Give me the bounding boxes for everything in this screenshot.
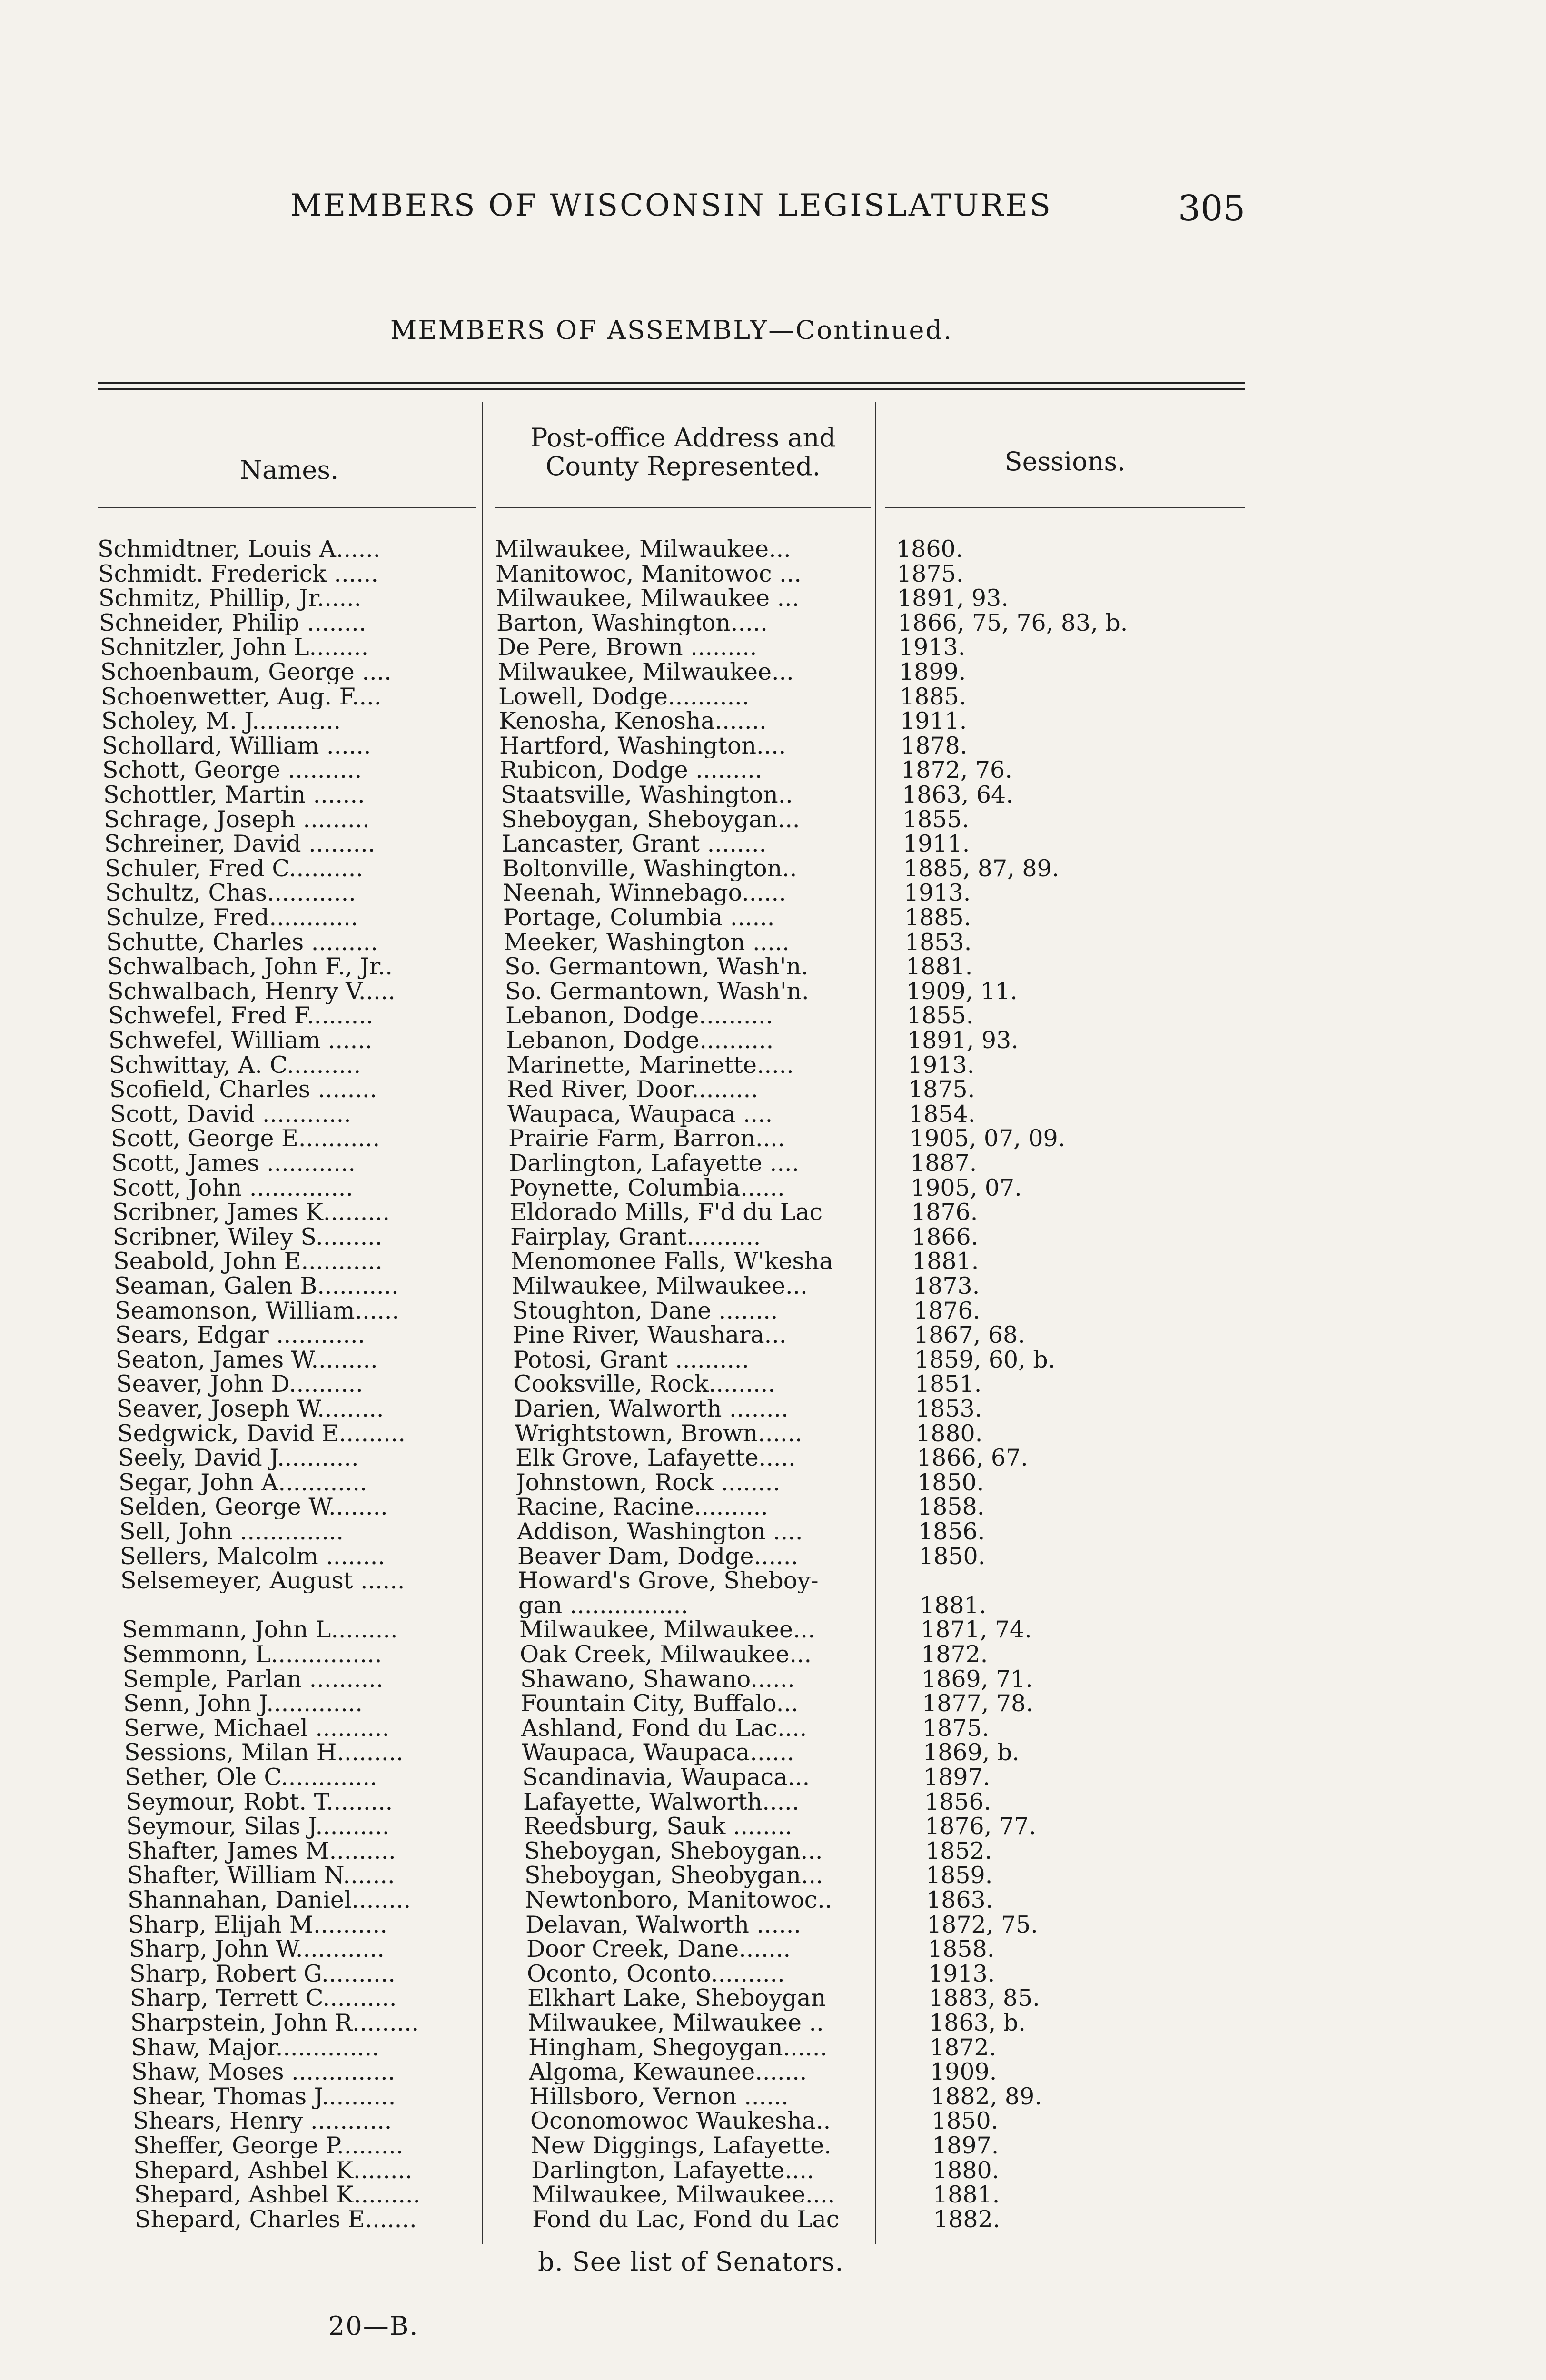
member-sessions: 1909. xyxy=(930,2058,997,2086)
page-header-title: MEMBERS OF WISCONSIN LEGISLATURES xyxy=(290,188,1052,223)
member-name: Schultz, Chas............ xyxy=(105,881,356,906)
member-name: Selsemeyer, August ...... xyxy=(120,1568,405,1594)
member-address: New Diggings, Lafayette. xyxy=(531,2133,832,2158)
member-name: Schwalbach, John F., Jr.. xyxy=(107,954,393,980)
member-name: Scribner, James K......... xyxy=(112,1200,390,1225)
member-name: Sellers, Malcolm ........ xyxy=(120,1544,385,1569)
member-address: So. Germantown, Wash'n. xyxy=(505,979,809,1004)
member-address: Meeker, Washington ..... xyxy=(504,930,790,955)
member-sessions: 1897. xyxy=(932,2132,999,2159)
member-address: Red River, Door......... xyxy=(507,1077,758,1102)
member-address: Oconomowoc Waukesha.. xyxy=(530,2109,831,2134)
member-name: Seaver, John D.......... xyxy=(116,1372,363,1397)
member-sessions: 1877, 78. xyxy=(922,1690,1033,1717)
member-name: Shepard, Charles E....... xyxy=(135,2207,417,2232)
member-sessions: 1858. xyxy=(928,1935,995,1963)
header-rule-names xyxy=(98,507,476,508)
member-address: Door Creek, Dane....... xyxy=(526,1937,791,1962)
member-address: Elkhart Lake, Sheboygan xyxy=(527,1986,826,2011)
member-name: Segar, John A............ xyxy=(119,1470,367,1495)
member-address: Pine River, Waushara... xyxy=(513,1323,787,1348)
member-address: Fairplay, Grant.......... xyxy=(510,1224,761,1250)
member-sessions: 1891, 93. xyxy=(897,585,1009,612)
member-name: Shannahan, Daniel........ xyxy=(128,1888,411,1913)
member-sessions: 1863. xyxy=(926,1886,993,1914)
member-sessions: 1866. xyxy=(912,1223,979,1250)
member-address: Milwaukee, Milwaukee... xyxy=(512,1274,808,1299)
member-sessions: 1885. xyxy=(900,683,967,710)
member-sessions: 1875. xyxy=(897,560,964,587)
member-address: Menomonee Falls, W'kesha xyxy=(511,1249,833,1274)
member-name: Seamonson, William...... xyxy=(115,1298,399,1323)
member-sessions: 1883, 85. xyxy=(929,1984,1040,2012)
member-address: Algoma, Kewaunee....... xyxy=(529,2060,807,2085)
member-name: Sharp, John W............ xyxy=(129,1937,385,1962)
column-header-address-line1: Post-office Address and xyxy=(530,423,836,453)
header-rule-address xyxy=(495,507,871,508)
member-sessions: 1867, 68. xyxy=(914,1321,1025,1349)
member-name: Sheffer, George P......... xyxy=(133,2133,404,2158)
member-address: Neenah, Winnebago...... xyxy=(503,881,786,906)
member-address: Hartford, Washington.... xyxy=(499,733,786,758)
column-header-sessions: Sessions. xyxy=(1004,446,1126,476)
member-address: Johnstown, Rock ........ xyxy=(516,1470,780,1495)
member-address: Sheboygan, Sheobygan... xyxy=(525,1863,823,1888)
member-name: Semmonn, L............... xyxy=(122,1642,382,1667)
member-sessions: 1881. xyxy=(933,2181,1000,2209)
member-name: Seaver, Joseph W......... xyxy=(117,1397,384,1421)
member-address: De Pere, Brown ......... xyxy=(497,635,757,660)
member-name: Scott, John .............. xyxy=(112,1175,353,1200)
member-name: Shafter, William N....... xyxy=(127,1863,395,1888)
member-name: Seaton, James W......... xyxy=(116,1347,378,1372)
member-address: Fond du Lac, Fond du Lac xyxy=(532,2207,840,2232)
member-address: Milwaukee, Milwaukee .. xyxy=(528,2011,824,2035)
member-address: Waupaca, Waupaca...... xyxy=(522,1740,794,1765)
member-sessions: 1878. xyxy=(901,732,968,759)
member-name: Shepard, Ashbel K......... xyxy=(134,2182,421,2208)
member-name: Schmitz, Phillip, Jr...... xyxy=(99,586,362,611)
member-sessions: 1858. xyxy=(918,1493,985,1521)
member-address: Oconto, Oconto.......... xyxy=(527,1961,785,1986)
member-sessions: 1872. xyxy=(930,2033,997,2061)
member-sessions: 1875. xyxy=(908,1076,975,1103)
member-address: gan ................ xyxy=(518,1593,688,1618)
member-address: Darien, Walworth ........ xyxy=(514,1397,789,1421)
member-sessions: 1856. xyxy=(918,1518,985,1545)
member-sessions: 1876. xyxy=(911,1199,978,1226)
member-address: Addison, Washington .... xyxy=(517,1519,803,1544)
member-name: Scott, George E........... xyxy=(111,1126,380,1151)
column-header-address-line2: County Represented. xyxy=(545,451,821,481)
member-sessions: 1882. xyxy=(933,2205,1001,2233)
member-sessions: 1876. xyxy=(913,1297,981,1324)
member-sessions: 1913. xyxy=(928,1960,995,1987)
member-address: Milwaukee, Milwaukee... xyxy=(498,660,794,684)
member-sessions: 1863, b. xyxy=(929,2009,1026,2036)
member-name: Schmidtner, Louis A...... xyxy=(98,537,381,562)
member-sessions: 1905, 07, 09. xyxy=(910,1125,1066,1152)
member-address: Wrightstown, Brown...... xyxy=(515,1421,803,1446)
member-address: Lebanon, Dodge.......... xyxy=(506,1028,774,1053)
member-name: Shaw, Major.............. xyxy=(131,2035,379,2060)
member-address: Delavan, Walworth ...... xyxy=(525,1912,801,1937)
member-address: Scandinavia, Waupaca... xyxy=(522,1765,810,1790)
member-name: Serwe, Michael .......... xyxy=(124,1716,390,1741)
member-name: Shears, Henry ........... xyxy=(133,2109,392,2134)
member-sessions: 1855. xyxy=(902,805,970,833)
member-sessions: 1876, 77. xyxy=(925,1813,1036,1840)
member-name: Schwefel, William ...... xyxy=(109,1028,373,1053)
member-name: Sedgwick, David E......... xyxy=(117,1421,406,1446)
member-name: Schwalbach, Henry V..... xyxy=(108,979,396,1004)
member-sessions: 1853. xyxy=(915,1395,982,1422)
member-name: Schreiner, David ......... xyxy=(104,832,376,857)
member-sessions: 1882, 89. xyxy=(931,2082,1042,2110)
member-sessions: 1850. xyxy=(932,2107,999,2135)
member-sessions: 1913. xyxy=(904,879,971,907)
member-sessions: 1866, 67. xyxy=(917,1444,1028,1472)
member-name: Sharp, Robert G.......... xyxy=(129,1961,396,1986)
member-name: Schulze, Fred............ xyxy=(106,905,358,930)
member-address: Stoughton, Dane ........ xyxy=(512,1298,778,1323)
member-sessions: 1909, 11. xyxy=(906,977,1018,1005)
member-sessions: 1885. xyxy=(904,904,971,931)
member-name: Scofield, Charles ........ xyxy=(109,1077,377,1102)
member-address: Fountain City, Buffalo... xyxy=(521,1691,799,1716)
member-name: Scott, David ............ xyxy=(110,1101,351,1127)
member-name: Sether, Ole C............. xyxy=(125,1765,377,1790)
member-address: Portage, Columbia ...... xyxy=(503,905,775,930)
member-name: Schwefel, Fred F......... xyxy=(108,1003,374,1029)
member-name: Scribner, Wiley S......... xyxy=(113,1224,383,1250)
member-name: Schutte, Charles ......... xyxy=(106,930,378,955)
member-sessions: 1859, 60, b. xyxy=(914,1346,1056,1373)
member-name: Schmidt. Frederick ...... xyxy=(98,561,378,586)
member-name: Shear, Thomas J.......... xyxy=(132,2084,396,2109)
member-sessions: 1860. xyxy=(896,536,963,563)
member-address: Reedsburg, Sauk ........ xyxy=(524,1814,793,1839)
member-name: Schoenbaum, George .... xyxy=(100,660,392,684)
member-name: Sharp, Elijah M.......... xyxy=(128,1912,387,1937)
member-address: Elk Grove, Lafayette..... xyxy=(515,1446,796,1471)
footnote: b. See list of Senators. xyxy=(538,2247,844,2277)
member-sessions: 1854. xyxy=(909,1100,976,1128)
member-sessions: 1887. xyxy=(910,1150,977,1177)
member-name: Schott, George .......... xyxy=(102,758,362,783)
member-sessions: 1897. xyxy=(923,1764,991,1791)
signature-mark: 20—B. xyxy=(328,2311,419,2341)
member-sessions: 1881. xyxy=(906,953,973,981)
member-address: Beaver Dam, Dodge...... xyxy=(517,1544,798,1569)
section-subtitle: MEMBERS OF ASSEMBLY—Continued. xyxy=(390,315,953,345)
member-address: Lancaster, Grant ........ xyxy=(502,832,767,857)
member-address: Poynette, Columbia...... xyxy=(509,1175,785,1200)
member-name: Seabold, John E........... xyxy=(113,1249,383,1274)
member-sessions: 1866, 75, 76, 83, b. xyxy=(898,609,1128,636)
member-name: Shaw, Moses .............. xyxy=(131,2060,396,2085)
member-sessions: 1863, 64. xyxy=(902,781,1013,808)
page-number: 305 xyxy=(1178,188,1246,229)
member-name: Schwittay, A. C.......... xyxy=(109,1052,361,1078)
member-sessions: 1869, 71. xyxy=(922,1665,1033,1693)
member-address: Newtonboro, Manitowoc.. xyxy=(525,1888,832,1913)
member-sessions: 1913. xyxy=(908,1051,975,1079)
member-sessions: 1881. xyxy=(920,1591,987,1619)
member-name: Selden, George W........ xyxy=(119,1495,388,1520)
member-sessions: 1891, 93. xyxy=(907,1027,1019,1054)
column-header-address xyxy=(495,424,871,481)
member-sessions: 1905, 07. xyxy=(911,1174,1022,1201)
top-double-rule-lower xyxy=(98,388,1245,390)
member-address: Milwaukee, Milwaukee... xyxy=(495,537,791,562)
member-address: Boltonville, Washington.. xyxy=(502,856,797,881)
member-sessions: 1911. xyxy=(900,707,967,735)
member-address: Sheboygan, Sheboygan... xyxy=(501,807,800,832)
member-name: Sharp, Terrett C.......... xyxy=(130,1986,397,2011)
top-double-rule-upper xyxy=(98,382,1245,384)
member-sessions: 1880. xyxy=(932,2156,1000,2184)
member-name: Schollard, William ...... xyxy=(102,733,371,758)
member-sessions: 1859. xyxy=(926,1862,993,1889)
member-address: So. Germantown, Wash'n. xyxy=(505,954,809,980)
member-sessions: 1911. xyxy=(903,830,970,858)
member-address: Potosi, Grant .......... xyxy=(513,1347,750,1372)
member-sessions: 1856. xyxy=(924,1788,991,1815)
member-name: Shafter, James M......... xyxy=(127,1838,396,1864)
member-address: Darlington, Lafayette.... xyxy=(531,2158,814,2183)
member-sessions: 1869, b. xyxy=(923,1739,1020,1766)
member-name: Scholey, M. J............ xyxy=(101,709,341,734)
running-header xyxy=(290,188,1247,223)
member-sessions: 1855. xyxy=(907,1002,974,1030)
member-sessions: 1913. xyxy=(899,634,966,661)
member-address: Prairie Farm, Barron.... xyxy=(508,1126,785,1151)
member-name: Schnitzler, John L........ xyxy=(100,635,369,660)
member-address: Milwaukee, Milwaukee... xyxy=(519,1617,815,1643)
member-address: Barton, Washington..... xyxy=(496,610,768,635)
member-sessions: 1881. xyxy=(912,1248,979,1275)
member-name: Schottler, Martin ....... xyxy=(103,783,365,807)
member-name: Sessions, Milan H......... xyxy=(124,1740,404,1765)
member-address: Hillsboro, Vernon ...... xyxy=(529,2084,789,2109)
member-address: Milwaukee, Milwaukee.... xyxy=(532,2182,835,2208)
member-address: Kenosha, Kenosha....... xyxy=(499,709,767,734)
member-sessions: 1851. xyxy=(915,1370,982,1398)
header-rule-sessions xyxy=(885,507,1245,508)
member-sessions: 1872, 75. xyxy=(927,1911,1038,1938)
member-name: Sell, John .............. xyxy=(119,1519,344,1544)
member-sessions: 1873. xyxy=(913,1272,980,1299)
member-address: Eldorado Mills, F'd du Lac xyxy=(510,1200,823,1225)
member-address: Darlington, Lafayette .... xyxy=(509,1151,800,1176)
member-address: Waupaca, Waupaca .... xyxy=(507,1101,773,1127)
member-name: Schuler, Fred C.......... xyxy=(105,856,363,881)
member-address: Shawano, Shawano...... xyxy=(520,1666,795,1692)
member-name: Seymour, Silas J.......... xyxy=(126,1814,390,1839)
member-sessions: 1853. xyxy=(905,928,972,956)
member-address: Staatsville, Washington.. xyxy=(501,783,793,807)
member-address: Lebanon, Dodge.......... xyxy=(505,1003,773,1029)
member-address: Milwaukee, Milwaukee ... xyxy=(496,586,800,611)
member-address: Marinette, Marinette..... xyxy=(506,1052,794,1078)
member-sessions: 1885, 87, 89. xyxy=(903,854,1060,882)
member-sessions: 1850. xyxy=(919,1542,986,1570)
member-sessions: 1875. xyxy=(922,1714,990,1742)
member-address: Lowell, Dodge........... xyxy=(498,684,750,709)
member-sessions: 1850. xyxy=(917,1468,984,1496)
member-address: Rubicon, Dodge ......... xyxy=(500,758,763,783)
member-sessions: 1871, 74. xyxy=(921,1616,1032,1644)
member-address: Hingham, Shegoygan...... xyxy=(528,2035,827,2060)
member-sessions: 1880. xyxy=(916,1419,983,1447)
member-name: Schneider, Philip ........ xyxy=(99,610,367,635)
member-name: Semple, Parlan .......... xyxy=(123,1666,384,1692)
member-address: Cooksville, Rock......... xyxy=(514,1372,775,1397)
member-address: Ashland, Fond du Lac.... xyxy=(521,1716,807,1741)
member-sessions: 1899. xyxy=(899,658,966,685)
member-sessions: 1852. xyxy=(925,1837,992,1864)
member-address: Lafayette, Walworth..... xyxy=(523,1789,800,1815)
member-name: Schrage, Joseph ......... xyxy=(104,807,370,832)
member-sessions: 1872, 76. xyxy=(901,756,1012,784)
member-name: Seely, David J........... xyxy=(118,1446,359,1471)
member-name: Schoenwetter, Aug. F.... xyxy=(101,684,382,709)
member-name: Seymour, Robt. T......... xyxy=(126,1789,393,1815)
column-header-names: Names. xyxy=(239,455,339,485)
member-address: Howard's Grove, Sheboy- xyxy=(518,1568,819,1594)
member-name: Scott, James ............ xyxy=(111,1151,356,1176)
member-name: Sears, Edgar ............ xyxy=(115,1323,366,1348)
member-sessions: 1872. xyxy=(921,1641,988,1668)
member-name: Senn, John J............. xyxy=(123,1691,363,1716)
member-address: Sheboygan, Sheboygan... xyxy=(524,1838,823,1864)
member-name: Seaman, Galen B........... xyxy=(114,1274,399,1299)
member-address: Oak Creek, Milwaukee... xyxy=(520,1642,812,1667)
member-address: Racine, Racine.......... xyxy=(516,1495,768,1520)
member-address: Manitowoc, Manitowoc ... xyxy=(496,561,802,586)
member-name: Semmann, John L......... xyxy=(122,1617,398,1643)
member-name: Shepard, Ashbel K........ xyxy=(134,2158,413,2183)
member-name: Sharpstein, John R......... xyxy=(130,2011,419,2035)
